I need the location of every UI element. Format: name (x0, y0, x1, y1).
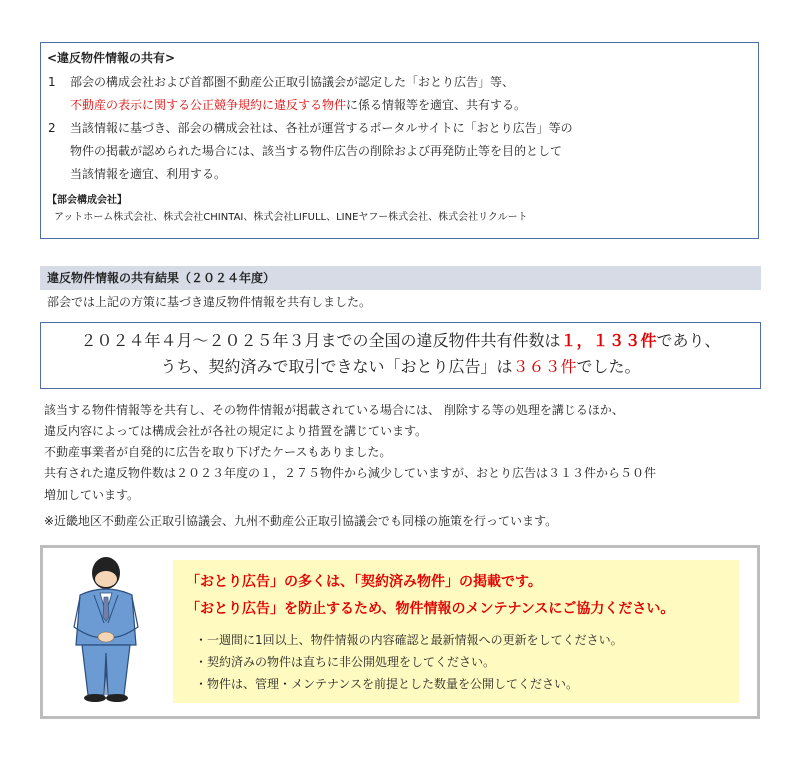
summary-line2 (41, 359, 760, 375)
body-line4: 共有された違反物件数は２０２３年度の１，２７５物件から減少していますが、おとり広告は３１３件から５０件 (44, 466, 657, 480)
item1-line2 (70, 99, 526, 111)
sharing-info-box (40, 42, 759, 239)
item2-line1: 当該情報に基づき、部会の構成会社は、各社が運営するポータルサイトに「おとり広告」等の (70, 121, 573, 135)
item2-number: 2 (48, 121, 56, 135)
item1-line2-rest: に係る情報等を適宜、共有する。 (346, 98, 527, 112)
item1-number: 1 (48, 75, 56, 89)
body-line2: 違反内容によっては構成会社が各社の規定により措置を講じています。 (44, 424, 428, 438)
item1-highlight: 不動産の表示に関する公正競争規約に違反する物件 (70, 98, 347, 112)
body-line1: 該当する物件情報等を共有し、その物件情報が掲載されている場合には、 削除する等の処理を講じるほか、 (44, 403, 624, 417)
item1-line1: 部会の構成会社および首都圏不動産公正取引協議会が認定した「おとり広告」等、 (70, 75, 515, 89)
summary-line1-text: ２０２４年４月～２０２５年３月までの全国の違反物件共有件数は (80, 331, 561, 350)
item2-line3: 当該情報を適宜、利用する。 (70, 167, 227, 181)
results-intro: 部会では上記の方策に基づき違反物件情報を共有しました。 (47, 295, 372, 309)
sharing-heading: <違反物件情報の共有> (47, 51, 176, 65)
summary-line1 (41, 333, 760, 349)
item2-line2: 物件の掲載が認められた場合には、該当する物件広告の削除および再発防止等を目的として (70, 144, 563, 158)
summary-line2-text: うち、契約済みで取引できない「おとり広告」は (160, 357, 513, 376)
total-count: １，１３３件 (560, 331, 657, 350)
summary-line2-end: でした。 (576, 357, 641, 376)
decoy-count: ３６３件 (512, 357, 577, 376)
results-summary-box (40, 322, 761, 389)
members-heading: 【部会構成会社】 (47, 195, 127, 206)
summary-line1-end: であり、 (656, 331, 721, 350)
appeal-bullet2: ・契約済みの物件は直ちに非公開処理をしてください。 (195, 655, 496, 669)
appeal-headline2: 「おとり広告」を防止するため、物件情報のメンテナンスにご協力ください。 (186, 601, 675, 617)
regional-note: ※近畿地区不動産公正取引協議会、九州不動産公正取引協議会でも同様の施策を行っています。 (44, 514, 558, 528)
appeal-bullet1: ・一週間に1回以上、物件情報の内容確認と最新情報への更新をしてください。 (195, 633, 623, 647)
body-line5: 増加しています。 (44, 488, 140, 502)
results-heading: 違反物件情報の共有結果（２０２４年度） (47, 271, 276, 285)
members-list: アットホーム株式会社、株式会社CHINTAI、株式会社LIFULL、LINEヤフー株式会社、株式会社リクルート (54, 212, 528, 223)
appeal-bullet3: ・物件は、管理・メンテナンスを前提とした数量を公開してください。 (195, 677, 579, 691)
bowing-person-icon (62, 553, 152, 708)
appeal-headline1: 「おとり広告」の多くは、「契約済み物件」の掲載です。 (186, 574, 542, 590)
body-line3: 不動産事業者が自発的に広告を取り下げたケースもありました。 (44, 445, 392, 459)
